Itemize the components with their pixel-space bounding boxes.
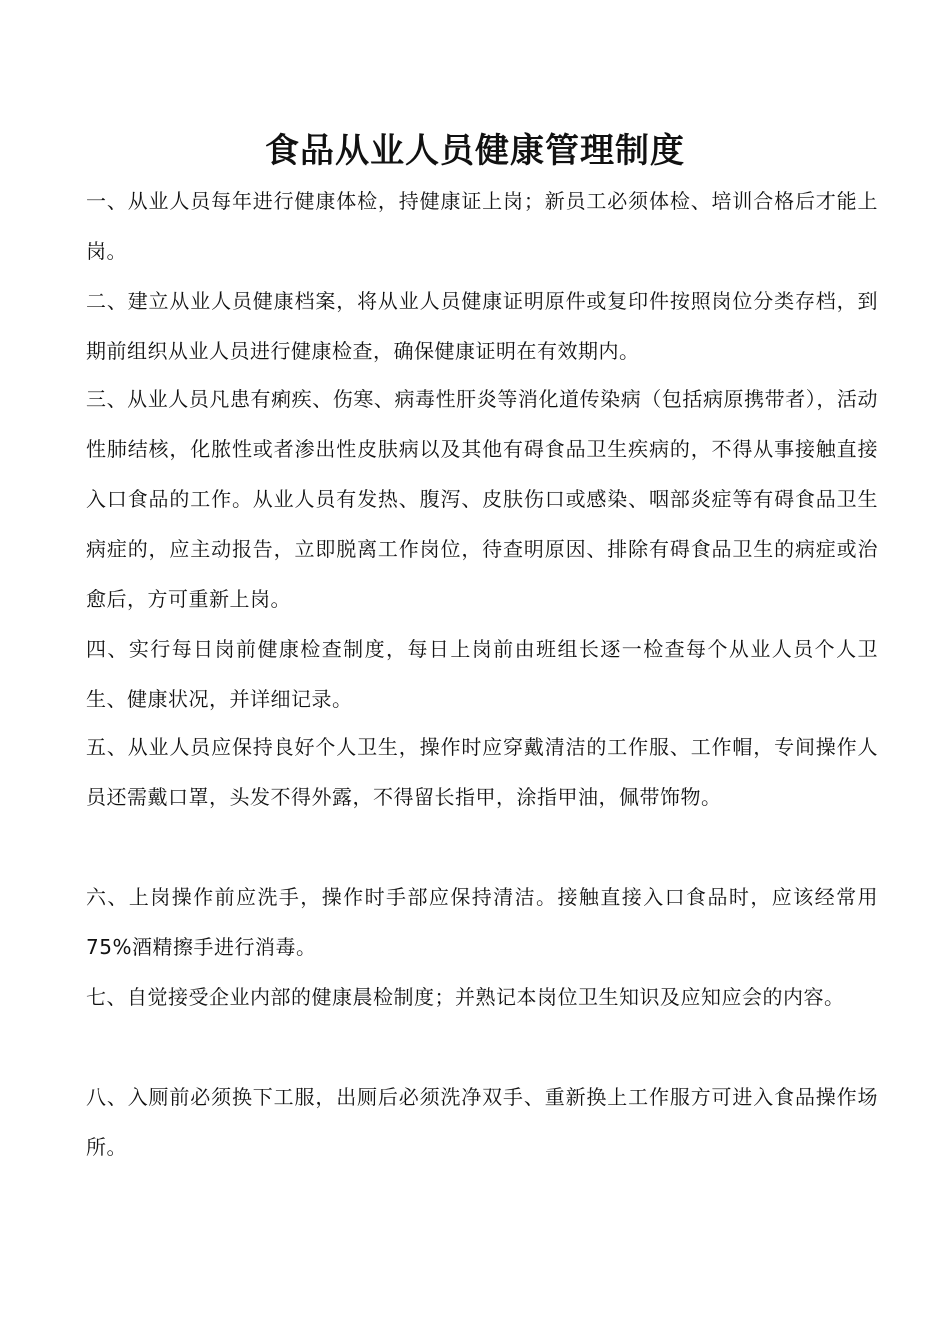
paragraph-5: 五、从业人员应保持良好个人卫生，操作时应穿戴清洁的工作服、工作帽，专间操作人员还需戴口罩，头发不得外露，不得留长指甲，涂指甲油，佩带饰物。 [86,735,878,809]
paragraph-2: 二、建立从业人员健康档案，将从业人员健康证明原件或复印件按照岗位分类存档，到期前组织从业人员进行健康检查，确保健康证明在有效期内。 [86,289,878,363]
paragraph-8: 八、入厕前必须换下工服，出厕后必须洗净双手、重新换上工作服方可进入食品操作场所。 [86,1085,878,1159]
paragraph-1: 一、从业人员每年进行健康体检，持健康证上岗；新员工必须体检、培训合格后才能上岗。 [86,189,878,263]
document-title: 食品从业人员健康管理制度 [265,131,685,171]
paragraph-7: 七、自觉接受企业内部的健康晨检制度；并熟记本岗位卫生知识及应知应会的内容。 [86,985,845,1009]
paragraph-6: 六、上岗操作前应洗手，操作时手部应保持清洁。接触直接入口食品时，应该经常用75%酒精擦手进行消毒。 [86,885,878,959]
paragraph-4: 四、实行每日岗前健康检查制度，每日上岗前由班组长逐一检查每个从业人员个人卫生、健康状况，并详细记录。 [86,637,878,711]
paragraph-3: 三、从业人员凡患有痢疾、伤寒、病毒性肝炎等消化道传染病（包括病原携带者），活动性肺结核，化脓性或者渗出性皮肤病以及其他有碍食品卫生疾病的，不得从事接触直接入口食品的工作。从业人员有发热、腹泻、皮肤伤口或感染、咽部炎症等有碍食品卫生病症的，应主动报告，立即脱离工作岗位，待查明原因、排除有碍食品卫生的病症或治愈后，方可重新上岗。 [86,387,878,611]
